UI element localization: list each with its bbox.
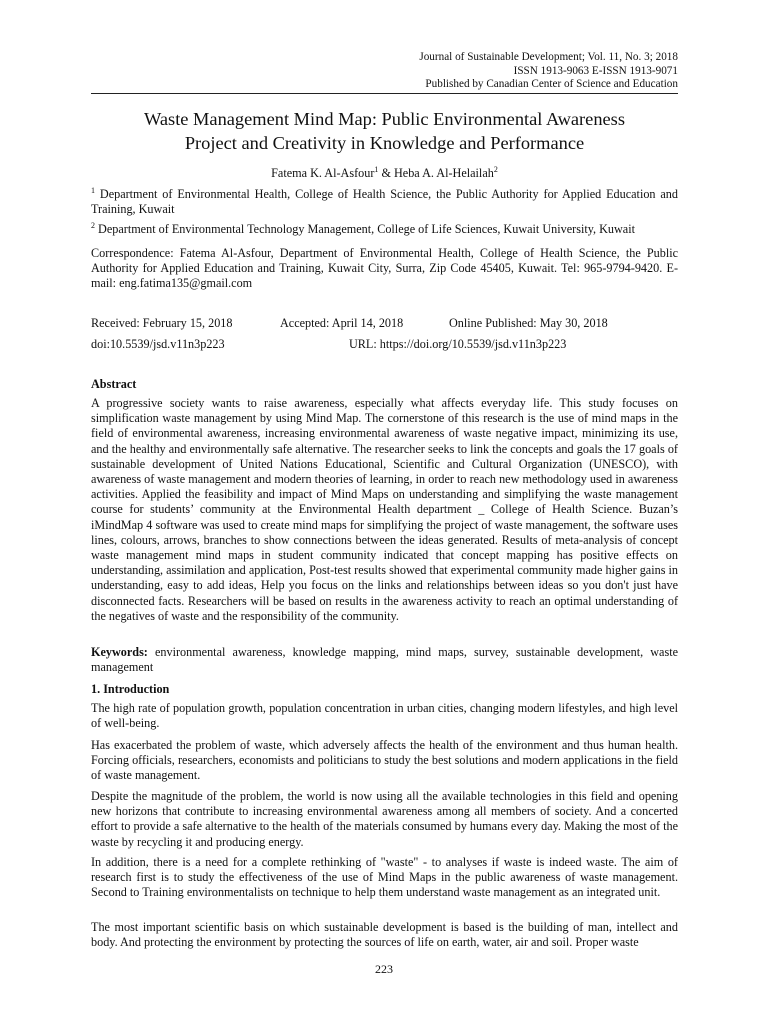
affiliation-1-text: Department of Environmental Health, College of Health Science, the Public Authority for Applied Education and Training, Kuwait (91, 187, 678, 217)
affiliation-2 (91, 222, 678, 237)
abstract-heading: Abstract (91, 377, 137, 391)
author-1: Fatema K. Al-Asfour (271, 166, 375, 180)
affiliation-2-text: Department of Environmental Technology Management, College of Life Sciences, Kuwait University, Kuwait (98, 222, 635, 236)
received-date: Received: February 15, 2018 (91, 316, 233, 330)
accepted-date: Accepted: April 14, 2018 (280, 316, 404, 330)
abstract-text: A progressive society wants to raise awareness, especially what affects everyday life. This study focuses on simplification waste management by using Mind Map. The cornerstone of this research is the use of mind maps in the field of environmental awareness, increasing environmental awareness of waste negative impact, minimizing its use, and the healthy and environmentally safe alternative. The researcher seeks to link the concepts and goals the 17 goals of sustainable development of United Nations Educational, Scientific and Cultural Organization (UNESCO), with awareness of waste management and modern theories of learning, in order to reach new methodology used in awareness activities. Applied the feasibility and impact of Mind Maps on understanding and simplifying the waste management course for students’ community at the Environmental Health department _ College of Health Science. Buzan’s iMindMap 4 software was used to create mind maps for simplifying the project of waste management, the software uses lines, colours, arrows, branches to show connections between the ideas generated. Results of meta-analysis of concept waste management mind maps in student community indicated that concept mapping has positive effects on understanding, assimilation and application, Post-test results showed that experimental community made higher gains in understanding, easy to add ideas, Help you focus on the links and relationships between ideas so you don't just have disconnected facts. Researchers will be based on results in the awareness activity to reach an optimal understanding of the negatives of waste and the responsibility of the community. (91, 396, 678, 623)
intro-paragraph-3: Despite the magnitude of the problem, the world is now using all the available technologies in this field and opening new horizons that contribute to increasing environmental awareness among all members of society. And a concerted effort to provide a safe alternative to the health of the materials consumed by humans every day. Making the most of the waste by recycling it and producing energy. (91, 789, 678, 849)
author-2-affiliation-mark: 2 (493, 164, 498, 174)
title-line-1: Waste Management Mind Map: Public Environmental Awareness (143, 109, 625, 129)
keywords-list: environmental awareness, knowledge mapping, mind maps, survey, sustainable development, waste management (91, 645, 678, 675)
author-2: Heba A. Al-Helailah (393, 166, 494, 180)
affiliation-1 (91, 187, 678, 217)
journal-name: Journal of Sustainable Development; Vol. 11, No. 3; 2018 (419, 51, 678, 63)
journal-publisher: Published by Canadian Center of Science and Education (425, 78, 678, 91)
intro-paragraph-2: Has exacerbated the problem of waste, which adversely affects the health of the environment and thus human health. Forcing officials, researchers, economists and politicians to study the best solutions and modern applications in the field of waste management. (91, 738, 678, 783)
author-separator: & (378, 166, 394, 180)
title-line-2: Project and Creativity in Knowledge and Performance (184, 133, 585, 153)
author-list (91, 166, 678, 181)
header-rule (91, 93, 678, 94)
published-date: Online Published: May 30, 2018 (449, 316, 608, 330)
doi[interactable]: doi:10.5539/jsd.v11n3p223 (91, 337, 225, 351)
keywords (91, 645, 678, 675)
introduction-heading: 1. Introduction (91, 682, 170, 696)
intro-paragraph-4: In addition, there is a need for a complete rethinking of "waste" - to analyses if waste is indeed waste. The aim of research first is to study the effectiveness of the use of Mind Maps in the public awareness of waste management. Second to Training environmentalists on technique to help them understand waste management as an integrated unit. (91, 855, 678, 900)
doi-url[interactable]: URL: https://doi.org/10.5539/jsd.v11n3p223 (349, 337, 567, 351)
affiliation-2-number: 2 (91, 220, 95, 230)
page-number: 223 (375, 962, 393, 976)
correspondence: Correspondence: Fatema Al-Asfour, Department of Environmental Health, College of Health Science, the Public Authority for Applied Education and Training, Kuwait City, Surra, Zip Code 45405, Kuwait. Tel: 965-9794-9420. E-mail: eng.fatima135@gmail.com (91, 246, 678, 291)
journal-header (419, 51, 678, 92)
affiliation-1-number: 1 (91, 185, 95, 195)
paper-title (91, 107, 678, 155)
author-1-affiliation-mark: 1 (374, 164, 379, 174)
keywords-label: Keywords: (91, 645, 148, 659)
intro-paragraph-1: The high rate of population growth, population concentration in urban cities, changing modern lifestyles, and high level of well-being. (91, 701, 678, 731)
journal-issn: ISSN 1913-9063 E-ISSN 1913-9071 (513, 64, 678, 77)
intro-paragraph-5: The most important scientific basis on which sustainable development is based is the building of man, intellect and body. And protecting the environment by protecting the sources of life on earth, water, air and soil. Proper waste (91, 920, 678, 950)
